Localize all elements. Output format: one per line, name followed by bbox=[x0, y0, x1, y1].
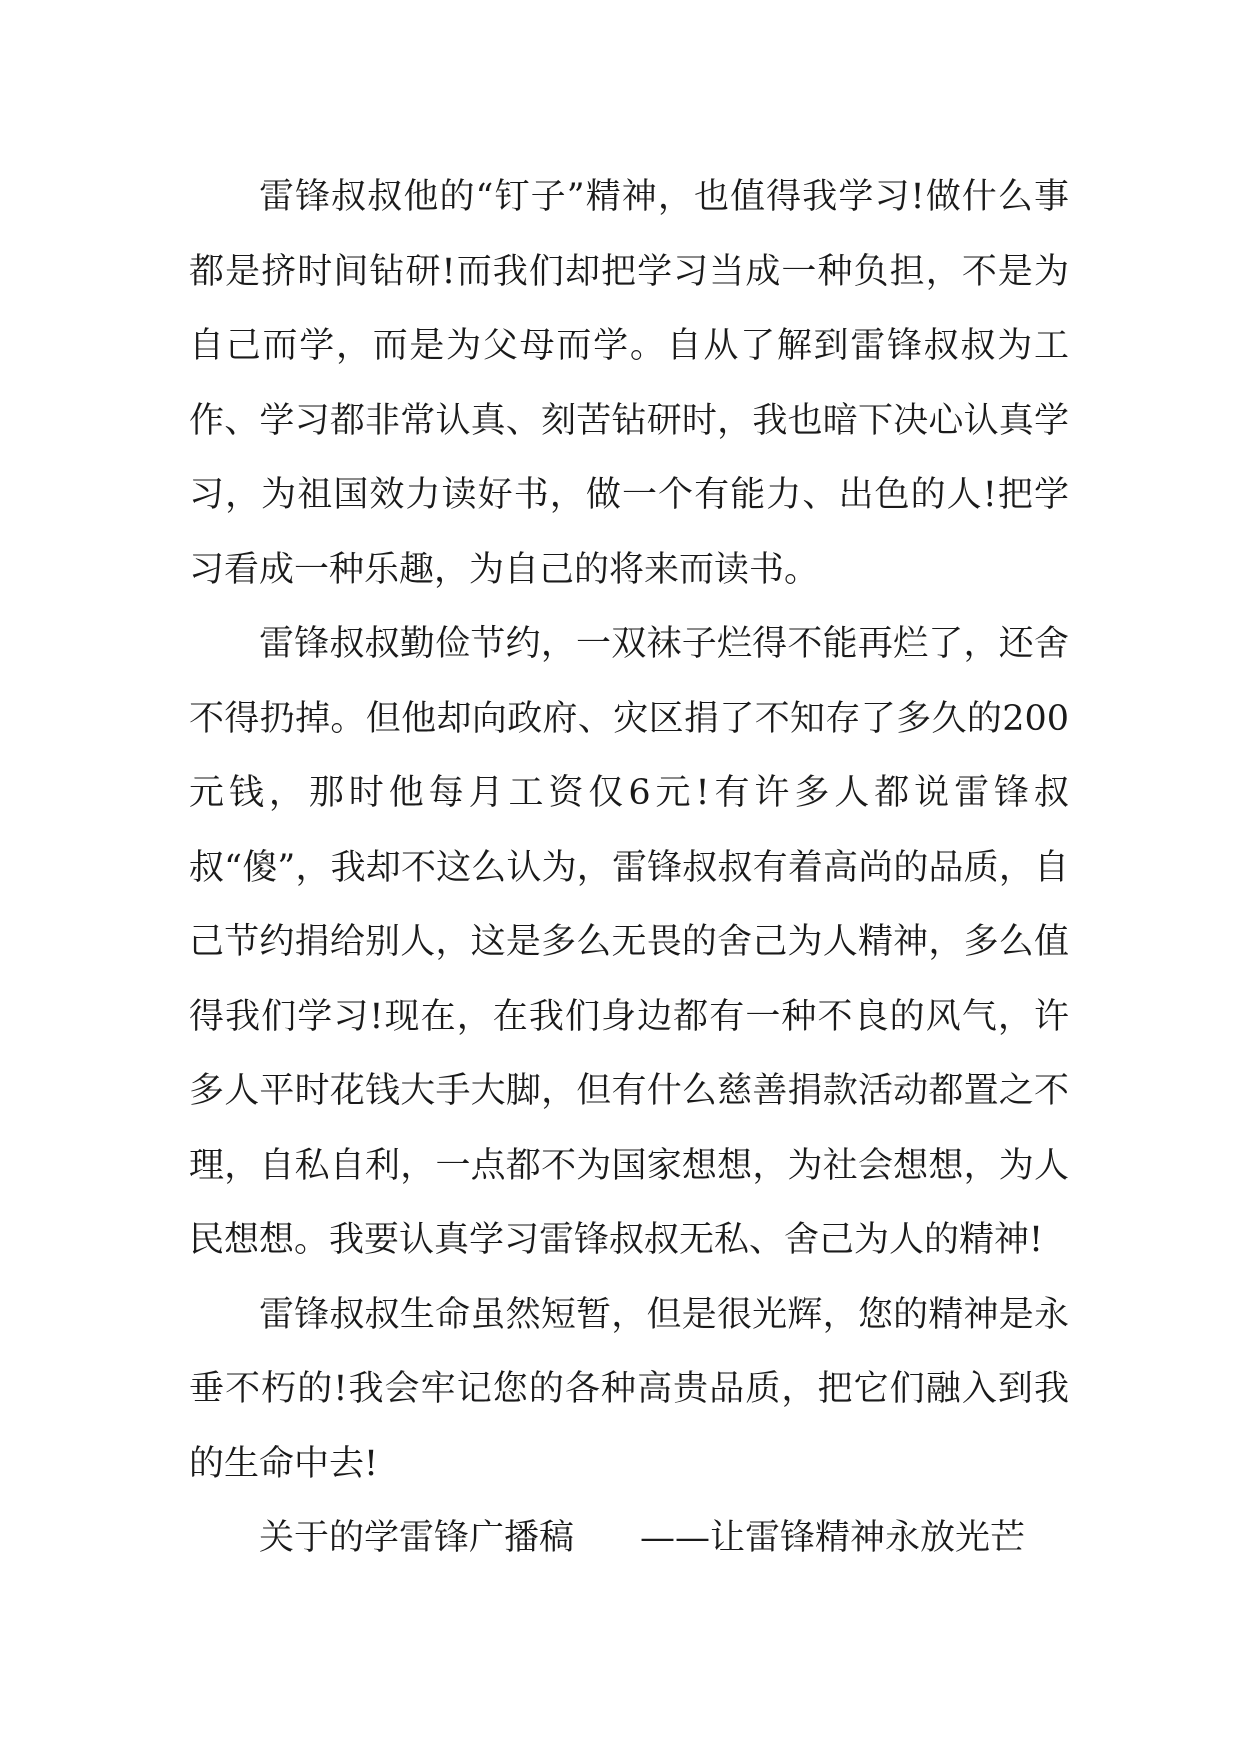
document-body bbox=[189, 160, 1069, 1576]
next-article-heading bbox=[189, 1501, 1069, 1576]
paragraph-frugality: 雷锋叔叔勤俭节约，一双袜子烂得不能再烂了，还舍不得扔掉。但他却向政府、灾区捐了不知存了多久的200元钱，那时他每月工资仅6元!有许多人都说雷锋叔叔“傻”，我却不这么认为，雷锋叔叔有着高尚的品质，自己节约捐给别人，这是多么无畏的舍己为人精神，多么值得我们学习!现在，在我们身边都有一种不良的风气，许多人平时花钱大手大脚，但有什么慈善捐款活动都置之不理，自私自利，一点都不为国家想想，为社会想想，为人民想想。我要认真学习雷锋叔叔无私、舍己为人的精神! bbox=[189, 624, 1069, 1260]
next-article-subtitle: ——让雷锋精神永放光芒 bbox=[640, 1518, 1026, 1558]
next-article-title: 关于的学雷锋广播稿 bbox=[259, 1518, 575, 1558]
paragraph-legacy: 雷锋叔叔生命虽然短暂，但是很光辉，您的精神是永垂不朽的!我会牢记您的各种高贵品质，把它们融入到我的生命中去! bbox=[189, 1294, 1069, 1484]
paragraph-nail-spirit: 雷锋叔叔他的“钉子”精神，也值得我学习!做什么事都是挤时间钻研!而我们却把学习当成一种负担，不是为自己而学，而是为父母而学。自从了解到雷锋叔叔为工作、学习都非常认真、刻苦钻研时，我也暗下决心认真学习，为祖国效力读好书，做一个有能力、出色的人!把学习看成一种乐趣，为自己的将来而读书。 bbox=[189, 177, 1069, 590]
